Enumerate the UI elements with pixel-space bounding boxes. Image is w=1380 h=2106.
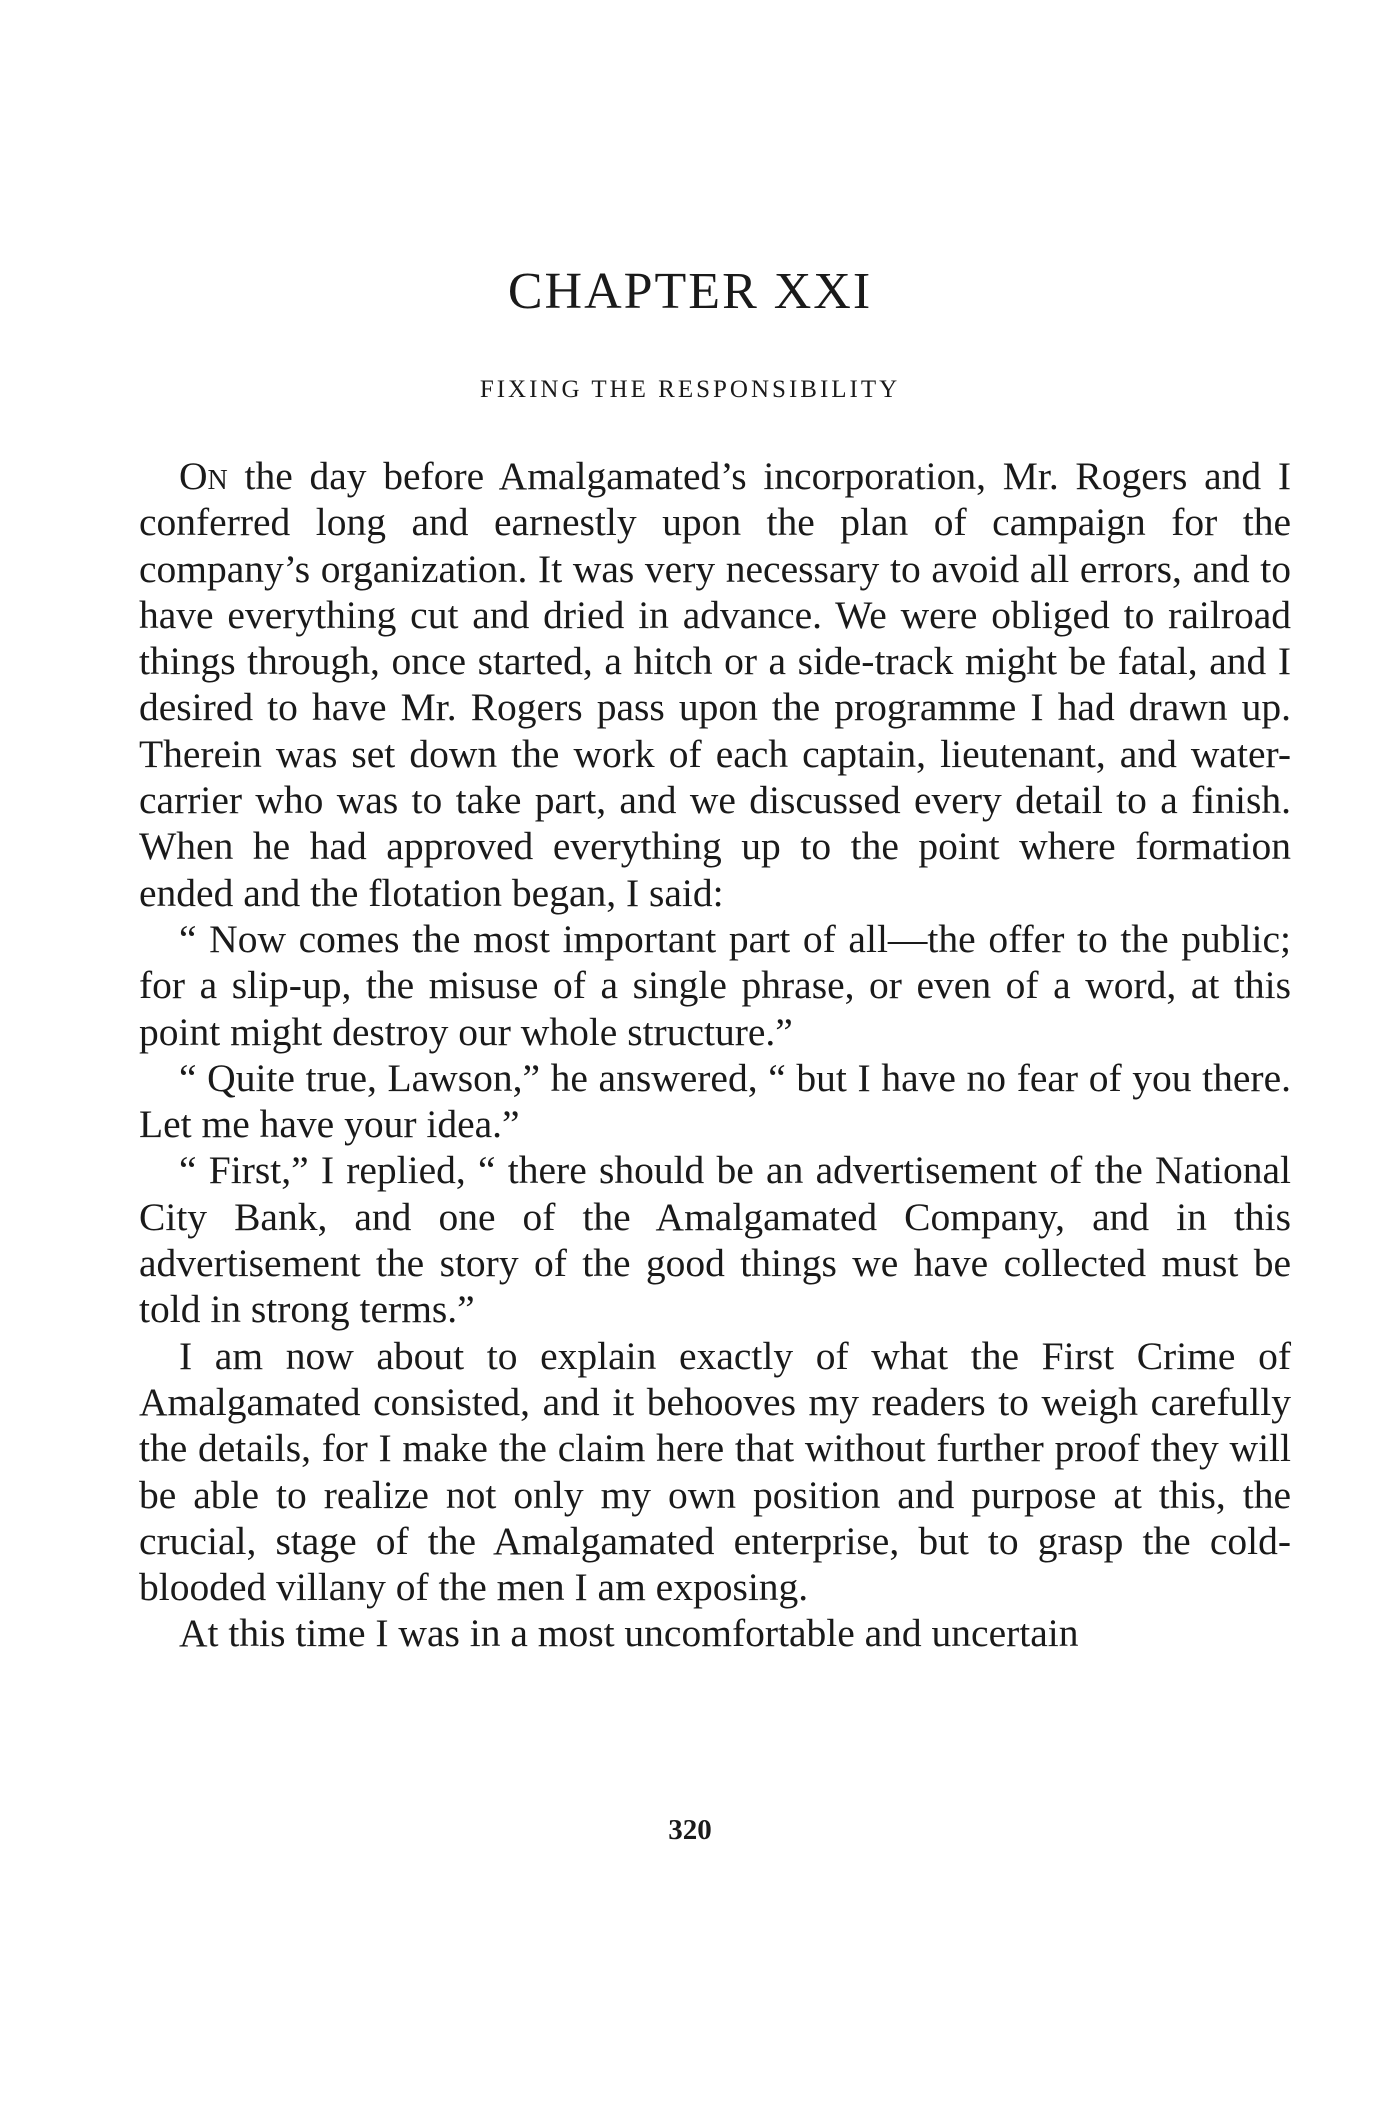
paragraph-text: the day before Amalgamated’s incorporation, Mr. Rogers and I conferred long and earnestly upon the plan of campaign for the company’s organization. It was very necessary to avoid all errors, and to have everything cut and dried in advance. We were obliged to railroad things through, once started, a hitch or a side-track might be fatal, and I desired to have Mr. Rogers pass upon the programme I had drawn up. Therein was set down the work of each captain, lieutenant, and water-carrier who was to take part, and we discussed every detail to a finish. When he had approved everything up to the point where formation ended and the flotation began, I said: bbox=[139, 454, 1291, 915]
paragraph: “ Quite true, Lawson,” he answered, “ but I have no fear of you there. Let me have your idea.” bbox=[139, 1055, 1291, 1147]
paragraph: “ First,” I replied, “ there should be an advertisement of the National City Bank, and one of the Amalgamated Company, and in this advertisement the story of the good things we have collected must be told in strong terms.” bbox=[139, 1148, 1291, 1332]
body-text bbox=[139, 453, 1291, 1657]
paragraph bbox=[139, 453, 1291, 916]
paragraph: At this time I was in a most uncomfortable and uncertain bbox=[179, 1611, 1079, 1656]
paragraph-lead: On bbox=[179, 454, 228, 498]
paragraph: “ Now comes the most important part of all—the offer to the public; for a slip-up, the misuse of a single phrase, or even of a word, at this point might destroy our whole structure.” bbox=[139, 916, 1291, 1054]
page-number: 320 bbox=[668, 1814, 712, 1846]
chapter-subtitle: FIXING THE RESPONSIBILITY bbox=[479, 376, 901, 403]
paragraph: I am now about to explain exactly of what the First Crime of Amalgamated consisted, and it behooves my readers to weigh carefully the details, for I make the claim here that without further proof they will be able to realize not only my own position and purpose at this, the crucial, stage of the Amalgamated enterprise, but to grasp the cold-blooded villany of the men I am exposing. bbox=[139, 1333, 1291, 1610]
chapter-title: CHAPTER XXI bbox=[507, 263, 873, 320]
